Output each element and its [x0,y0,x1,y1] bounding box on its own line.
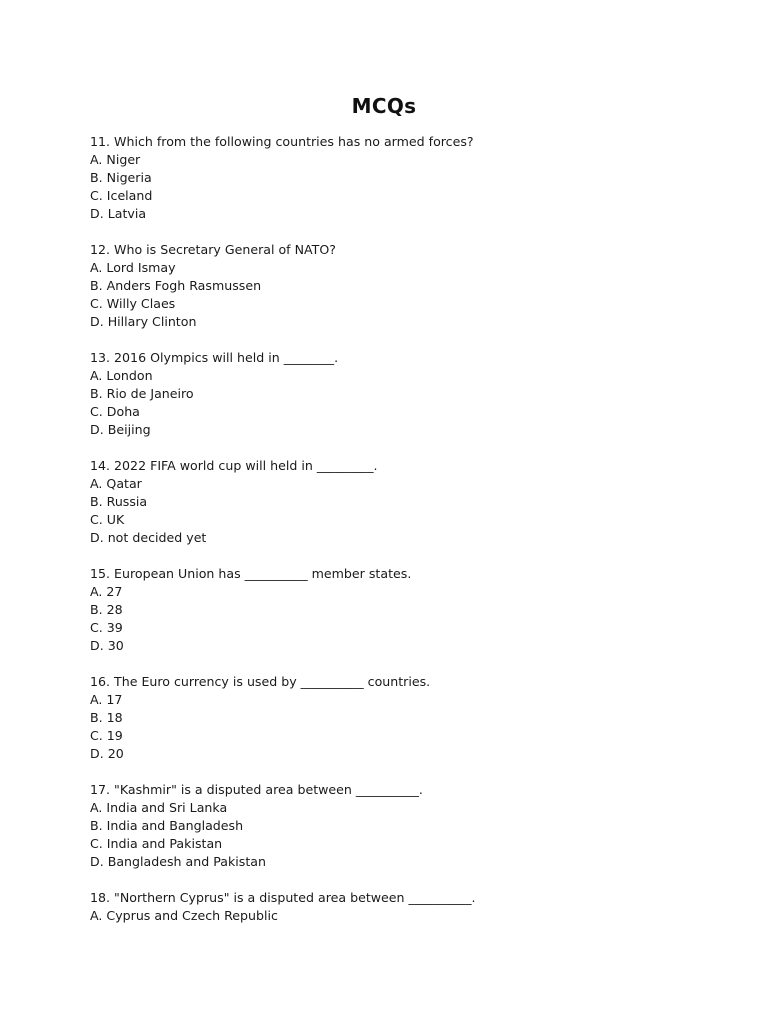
answer-option: B. Rio de Janeiro [90,386,194,401]
question-text: 12. Who is Secretary General of NATO? [90,242,336,257]
question-text: 15. European Union has __________ member states. [90,566,412,581]
question-block [90,457,730,547]
answer-option: C. Iceland [90,188,153,203]
answer-option: B. Anders Fogh Rasmussen [90,278,262,293]
answer-option: A. India and Sri Lanka [90,800,228,815]
question-block [90,241,730,331]
answer-option: A. 17 [90,692,123,707]
question-block [90,133,730,223]
question-list [90,133,730,943]
page-title: MCQs [351,94,417,118]
answer-option: D. 20 [90,746,124,761]
answer-option: C. India and Pakistan [90,836,223,851]
answer-option: D. Beijing [90,422,151,437]
answer-option: C. 39 [90,620,123,635]
answer-option: B. Nigeria [90,170,152,185]
question-text: 16. The Euro currency is used by __________ countries. [90,674,431,689]
answer-option: D. 30 [90,638,124,653]
answer-option: C. Doha [90,404,140,419]
answer-option: B. 18 [90,710,123,725]
question-text: 17. "Kashmir" is a disputed area between __________. [90,782,423,797]
question-block [90,781,730,871]
question-text: 11. Which from the following countries has no armed forces? [90,134,474,149]
answer-option: A. 27 [90,584,123,599]
question-text: 18. "Northern Cyprus" is a disputed area between __________. [90,890,476,905]
answer-option: C. Willy Claes [90,296,176,311]
question-text: 14. 2022 FIFA world cup will held in _________. [90,458,378,473]
question-block [90,349,730,439]
answer-option: C. 19 [90,728,123,743]
answer-option: A. Qatar [90,476,142,491]
answer-option: D. Hillary Clinton [90,314,197,329]
answer-option: B. India and Bangladesh [90,818,244,833]
question-text: 13. 2016 Olympics will held in ________. [90,350,339,365]
question-block [90,889,730,925]
answer-option: A. Niger [90,152,141,167]
answer-option: D. Latvia [90,206,147,221]
answer-option: B. 28 [90,602,123,617]
answer-option: D. not decided yet [90,530,207,545]
question-block [90,565,730,655]
answer-option: A. Lord Ismay [90,260,176,275]
answer-option: C. UK [90,512,125,527]
answer-option: A. London [90,368,153,383]
answer-option: A. Cyprus and Czech Republic [90,908,278,923]
answer-option: B. Russia [90,494,148,509]
answer-option: D. Bangladesh and Pakistan [90,854,266,869]
question-block [90,673,730,763]
